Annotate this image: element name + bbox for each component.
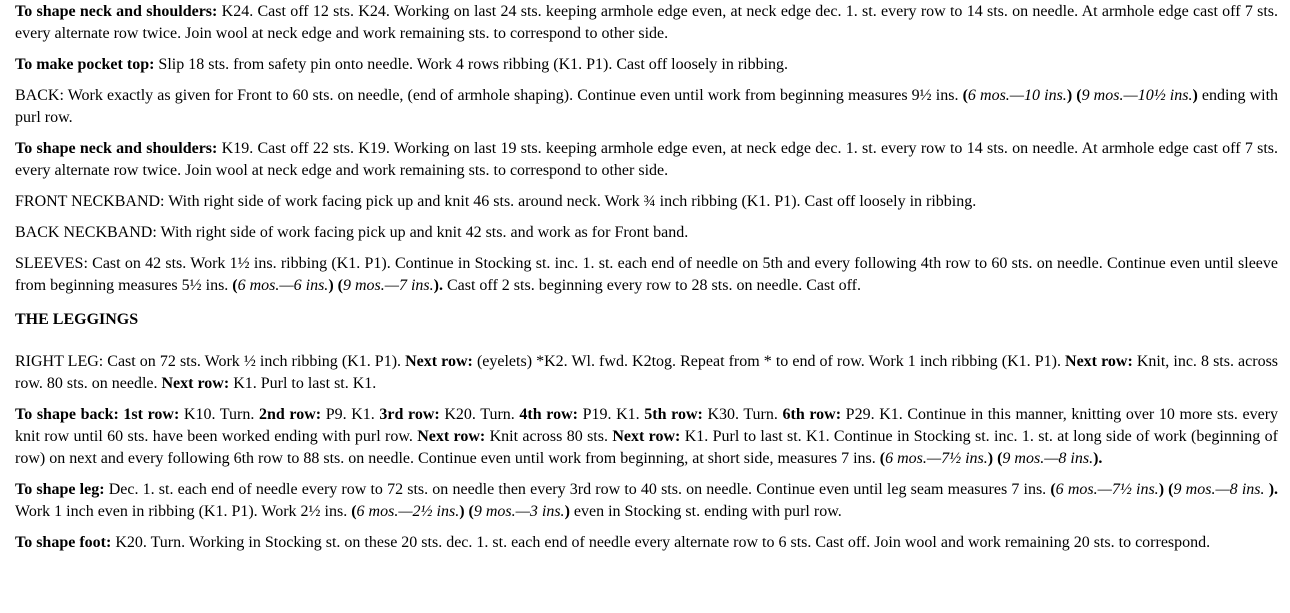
text: K30. Turn. bbox=[702, 406, 783, 423]
pattern-document bbox=[0, 1, 1290, 554]
bold-paren: ( bbox=[1050, 481, 1056, 498]
text: K1. Purl to last st. K1. bbox=[229, 375, 377, 392]
text: ending with purl row. bbox=[15, 87, 1279, 126]
paragraph-sleeves bbox=[15, 253, 1278, 297]
paragraph-shape-back bbox=[15, 404, 1278, 470]
paragraph-front-neckband bbox=[15, 191, 1278, 213]
bold-heading: Next row: bbox=[1065, 353, 1133, 370]
text: (eyelets) *K2. Wl. fwd. K2tog. Repeat from * to end of row. Work 1 inch ribbing (K1. P1). bbox=[472, 353, 1066, 370]
bold-heading: To shape leg: bbox=[15, 481, 105, 498]
bold-paren: ). bbox=[433, 277, 443, 294]
text: FRONT NECKBAND: With right side of work facing pick up and knit 46 sts. around neck. Work ¾ inch ribbing (K1. P1). Cast off loosely in ribbing. bbox=[15, 193, 977, 210]
bold-heading: 5th row: bbox=[644, 406, 703, 423]
paragraph-right-leg bbox=[15, 351, 1278, 395]
size-variant: 6 mos.—2½ ins. bbox=[356, 503, 460, 520]
bold-heading: To shape neck and shoulders: bbox=[15, 3, 218, 20]
bold-heading: To shape back: 1st row: bbox=[15, 406, 180, 423]
size-variant: 6 mos.—10 ins. bbox=[967, 87, 1067, 104]
bold-paren: ) ( bbox=[1066, 87, 1082, 104]
bold-paren: ( bbox=[879, 450, 886, 467]
text: Slip 18 sts. from safety pin onto needle. Work 4 rows ribbing (K1. P1). Cast off loosely in ribbing. bbox=[154, 56, 789, 73]
paragraph-shape-foot bbox=[15, 532, 1278, 554]
text: RIGHT LEG: Cast on 72 sts. Work ½ inch ribbing (K1. P1). bbox=[15, 353, 406, 370]
text: SLEEVES: Cast on 42 sts. Work 1½ ins. ribbing (K1. P1). Continue in Stocking st. inc. 1. st. each end of needle on 5th and every following 4th row to 60 sts. on needle. Continue even until sleeve from beginning measures 5½ ins. bbox=[15, 255, 1278, 294]
text: even in Stocking st. ending with purl row. bbox=[569, 503, 842, 520]
section-heading-leggings: THE LEGGINGS bbox=[15, 311, 139, 328]
text: K19. Cast off 22 sts. K19. Working on last 19 sts. keeping armhole edge even, at neck edge dec. 1. st. every row to 14 sts. on needle. At armhole edge cast off 7 sts. every alternate row twice. Join wool at neck edge and work remaining sts. to correspond to other side. bbox=[15, 140, 1279, 179]
size-variant: 9 mos.—3 ins. bbox=[473, 503, 565, 520]
text: K1. Purl to last st. K1. Continue in Stocking st. inc. 1. st. at long side of work (beginning of row) on next and every following 6th row to 88 sts. on needle. Continue even until work from beginning, at short side, measures 7 ins. bbox=[15, 428, 1278, 467]
bold-heading: 6th row: bbox=[782, 406, 842, 423]
bold-heading: 3rd row: bbox=[379, 406, 440, 423]
text: K24. Cast off 12 sts. K24. Working on last 24 sts. keeping armhole edge even, at neck edge dec. 1. st. every row to 14 sts. on needle. At armhole edge cast off 7 sts. every alternate row twice. Join wool at neck edge and work remaining sts. to correspond to other side. bbox=[15, 3, 1279, 42]
size-variant: 6 mos.—7½ ins. bbox=[1055, 481, 1159, 498]
text: K20. Turn. Working in Stocking st. on these 20 sts. dec. 1. st. each end of needle every alternate row to 6 sts. Cast off. Join wool and work remaining 20 sts. to correspond. bbox=[111, 534, 1211, 551]
size-variant: 6 mos.—6 ins. bbox=[237, 277, 329, 294]
bold-heading: To make pocket top: bbox=[15, 56, 155, 73]
text: Dec. 1. st. each end of needle every row to 72 sts. on needle then every 3rd row to 40 sts. on needle. Continue even until leg seam measures 7 ins. bbox=[104, 481, 1051, 498]
size-variant: 9 mos.—8 ins. bbox=[1002, 450, 1094, 467]
paragraph-shape-leg bbox=[15, 479, 1278, 523]
bold-paren: ( bbox=[232, 277, 238, 294]
bold-heading: Next row: bbox=[612, 428, 681, 445]
text: K10. Turn. bbox=[179, 406, 259, 423]
bold-paren: ) ( bbox=[987, 450, 1003, 467]
text: P9. K1. bbox=[321, 406, 380, 423]
paragraph-back-neck-shoulders bbox=[15, 138, 1278, 182]
text: Knit across 80 sts. bbox=[485, 428, 613, 445]
bold-heading: To shape neck and shoulders: bbox=[15, 140, 218, 157]
size-variant: 9 mos.—10½ ins. bbox=[1081, 87, 1193, 104]
text: Cast off 2 sts. beginning every row to 28 sts. on needle. Cast off. bbox=[442, 277, 862, 294]
paragraph-back-neckband bbox=[15, 222, 1278, 244]
bold-heading: Next row: bbox=[161, 375, 230, 392]
size-variant: 6 mos.—7½ ins. bbox=[885, 450, 988, 467]
bold-heading: 2nd row: bbox=[258, 406, 322, 423]
bold-paren: ) ( bbox=[328, 277, 343, 294]
text: Work 1 inch even in ribbing (K1. P1). Work 2½ ins. bbox=[15, 503, 352, 520]
bold-heading: To shape foot: bbox=[15, 534, 112, 551]
text: P19. K1. bbox=[577, 406, 645, 423]
bold-heading: Next row: bbox=[405, 353, 473, 370]
size-variant: 9 mos.—7 ins. bbox=[342, 277, 434, 294]
paragraph-pocket-top bbox=[15, 54, 1278, 76]
text: Knit, inc. 8 sts. across row. 80 sts. on needle. bbox=[15, 353, 1279, 392]
bold-paren: ( bbox=[962, 87, 968, 104]
bold-paren: ( bbox=[351, 503, 357, 520]
bold-paren: ) bbox=[564, 503, 570, 520]
text: K20. Turn. bbox=[439, 406, 520, 423]
bold-paren: ) ( bbox=[1158, 481, 1174, 498]
bold-paren: ). bbox=[1264, 481, 1279, 498]
text: BACK NECKBAND: With right side of work facing pick up and knit 42 sts. and work as for Front band. bbox=[15, 224, 689, 241]
paragraph-front-neck-shoulders bbox=[15, 1, 1278, 45]
text: BACK: Work exactly as given for Front to 60 sts. on needle, (end of armhole shaping). Continue even until work from beginning measures 9½ ins. bbox=[15, 87, 963, 104]
size-variant: 9 mos.—8 ins. bbox=[1173, 481, 1265, 498]
paragraph-back bbox=[15, 85, 1278, 129]
bold-paren: ) bbox=[1192, 87, 1198, 104]
bold-paren: ) ( bbox=[459, 503, 474, 520]
bold-heading: Next row: bbox=[417, 428, 486, 445]
bold-paren: ). bbox=[1093, 450, 1103, 467]
bold-heading: 4th row: bbox=[519, 406, 578, 423]
text: P29. K1. Continue in this manner, knitting over 10 more sts. every knit row until 60 sts. have been worked ending with purl row. bbox=[15, 406, 1279, 445]
